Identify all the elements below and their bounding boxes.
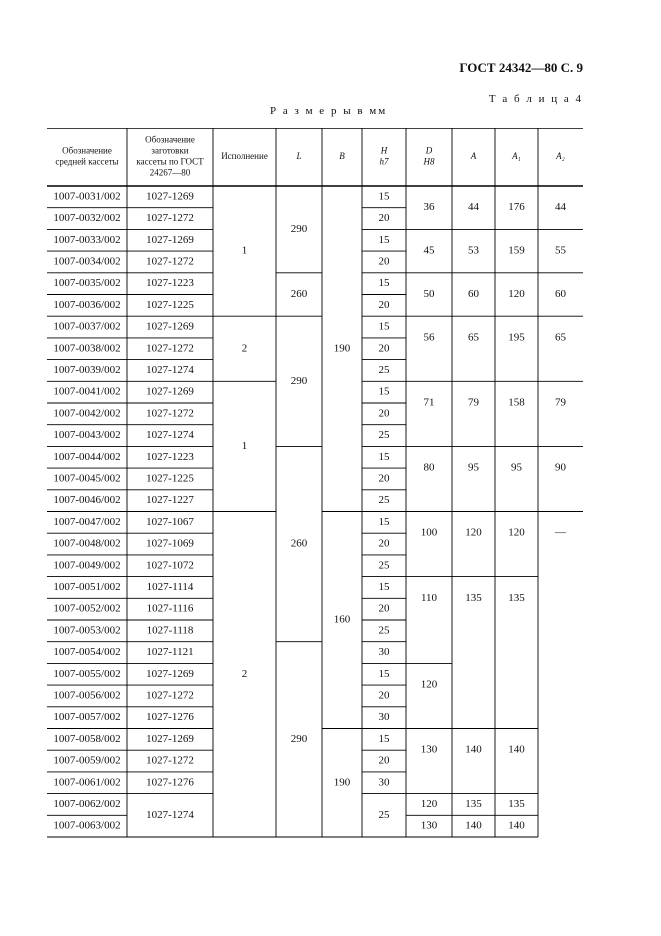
blank-code: 1027-1272: [146, 407, 194, 420]
D-value: 50: [423, 288, 435, 301]
cassette-code: 1007-0033/002: [53, 233, 121, 246]
cassette-code: 1007-0043/002: [53, 429, 121, 442]
D-value: 45: [423, 244, 435, 257]
A1-value: 140: [508, 743, 525, 756]
column-header: Обозначение: [145, 134, 195, 145]
H-value: 20: [378, 754, 390, 767]
blank-code: 1027-1276: [146, 711, 194, 724]
execution-value: 2: [241, 342, 248, 355]
column-header: средней кассеты: [55, 156, 119, 167]
A1-value: 135: [508, 591, 525, 604]
blank-code: 1027-1069: [146, 537, 194, 550]
A2-value: 90: [555, 461, 566, 474]
column-header: L: [296, 151, 302, 162]
L-value: 290: [290, 732, 308, 745]
cassette-code: 1007-0059/002: [53, 754, 121, 767]
blank-code: 1027-1269: [146, 667, 194, 680]
D-value: 120: [420, 797, 438, 810]
A1-value: 158: [508, 396, 525, 409]
D-value: 110: [420, 591, 438, 604]
D-value: 120: [420, 678, 438, 691]
A2-value: 79: [555, 396, 566, 409]
blank-code: 1027-1272: [146, 689, 194, 702]
B-value: 190: [333, 776, 351, 789]
cassette-code: 1007-0039/002: [53, 363, 121, 376]
D-value: 80: [423, 461, 435, 474]
H-value: 20: [378, 212, 390, 225]
column-header: Исполнение: [221, 151, 268, 162]
D-value: 100: [420, 526, 438, 539]
cassette-code: 1007-0055/002: [53, 667, 121, 680]
cassette-code: 1007-0044/002: [53, 450, 121, 463]
H-value: 25: [378, 808, 390, 821]
cassette-code: 1007-0058/002: [53, 732, 121, 745]
A-value: 140: [465, 743, 482, 756]
D-value: 130: [420, 819, 438, 832]
column-header: H: [380, 145, 388, 156]
L-value: 260: [290, 537, 308, 550]
execution-value: 2: [241, 667, 248, 680]
cassette-code: 1007-0061/002: [53, 776, 121, 789]
L-value: 290: [290, 374, 308, 387]
blank-code: 1027-1274: [146, 429, 194, 442]
cassette-code: 1007-0051/002: [53, 580, 121, 593]
D-value: 36: [423, 201, 435, 214]
B-value: 160: [333, 613, 351, 626]
cassette-code: 1007-0063/002: [53, 819, 121, 832]
blank-code: 1027-1225: [146, 298, 194, 311]
H-value: 20: [378, 407, 390, 420]
H-value: 15: [378, 233, 390, 246]
H-value: 30: [378, 646, 390, 659]
cassette-code: 1007-0056/002: [53, 689, 121, 702]
blank-code: 1027-1072: [146, 559, 194, 572]
column-header: B: [339, 151, 345, 162]
blank-code: 1027-1269: [146, 732, 194, 745]
A-value: 79: [468, 396, 479, 409]
column-header: A: [470, 151, 477, 162]
H-value: 25: [378, 559, 390, 572]
A2-value: 60: [555, 288, 566, 301]
cassette-code: 1007-0048/002: [53, 537, 121, 550]
A-value: 140: [465, 819, 482, 832]
blank-code: 1027-1227: [146, 494, 194, 507]
A1-value: 140: [508, 819, 525, 832]
cassette-code: 1007-0053/002: [53, 624, 121, 637]
H-value: 20: [378, 342, 390, 355]
cassette-code: 1007-0047/002: [53, 515, 121, 528]
cassette-code: 1007-0041/002: [53, 385, 121, 398]
A1-value: 120: [508, 526, 525, 539]
cassette-code: 1007-0054/002: [53, 646, 121, 659]
column-header: A₁: [512, 151, 521, 162]
blank-code: 1027-1272: [146, 342, 194, 355]
A2-value: —: [555, 526, 566, 539]
H-value: 15: [378, 385, 390, 398]
H-value: 20: [378, 537, 390, 550]
H-value: 25: [378, 429, 390, 442]
H-value: 20: [378, 255, 390, 268]
cassette-code: 1007-0062/002: [53, 797, 121, 810]
H-value: 15: [378, 450, 390, 463]
blank-code: 1027-1116: [146, 602, 194, 615]
A-value: 120: [465, 526, 482, 539]
D-value: 71: [423, 396, 435, 409]
blank-code: 1027-1223: [146, 277, 194, 290]
H-value: 15: [378, 190, 390, 203]
cassette-code: 1007-0032/002: [53, 212, 121, 225]
A-value: 44: [468, 201, 479, 214]
blank-code: 1027-1274: [146, 363, 194, 376]
L-value: 290: [290, 222, 308, 235]
document-code: ГОСТ 24342—80 С. 9: [459, 60, 583, 75]
A1-value: 159: [508, 244, 525, 257]
H-value: 25: [378, 624, 390, 637]
blank-code: 1027-1269: [146, 320, 194, 333]
blank-code: 1027-1272: [146, 754, 194, 767]
B-value: 190: [333, 342, 351, 355]
column-header: h7: [379, 156, 389, 167]
H-value: 20: [378, 689, 390, 702]
blank-code: 1027-1223: [146, 450, 194, 463]
H-value: 30: [378, 776, 390, 789]
H-value: 15: [378, 320, 390, 333]
L-value: 260: [290, 288, 308, 301]
H-value: 30: [378, 711, 390, 724]
column-header: A₂: [556, 151, 565, 162]
H-value: 20: [378, 602, 390, 615]
column-header: H8: [423, 156, 435, 167]
blank-code: 1027-1274: [146, 808, 194, 821]
table-number: Т а б л и ц а 4: [488, 93, 583, 105]
blank-code: 1027-1067: [146, 515, 194, 528]
blank-code: 1027-1114: [146, 580, 194, 593]
units-caption: Р а з м е р ы в мм: [270, 105, 388, 117]
A2-value: 55: [555, 244, 566, 257]
H-value: 15: [378, 515, 390, 528]
cassette-code: 1007-0038/002: [53, 342, 121, 355]
H-value: 15: [378, 667, 390, 680]
blank-code: 1027-1118: [146, 624, 194, 637]
A-value: 135: [465, 591, 482, 604]
cassette-code: 1007-0057/002: [53, 711, 121, 724]
D-value: 130: [420, 743, 438, 756]
execution-value: 1: [241, 244, 248, 257]
A1-value: 195: [508, 331, 525, 344]
cassette-code: 1007-0035/002: [53, 277, 121, 290]
A2-value: 44: [555, 201, 566, 214]
column-header: кассеты по ГОСТ: [136, 156, 204, 167]
D-value: 56: [423, 331, 435, 344]
A-value: 95: [468, 461, 479, 474]
dimensions-table: [47, 128, 583, 839]
column-header: заготовки: [151, 145, 189, 156]
cassette-code: 1007-0037/002: [53, 320, 121, 333]
cassette-code: 1007-0036/002: [53, 298, 121, 311]
column-header: D: [425, 145, 433, 156]
A1-value: 135: [508, 797, 525, 810]
blank-code: 1027-1269: [146, 190, 194, 203]
A1-value: 120: [508, 288, 525, 301]
cassette-code: 1007-0045/002: [53, 472, 121, 485]
A-value: 53: [468, 244, 479, 257]
H-value: 20: [378, 472, 390, 485]
blank-code: 1027-1225: [146, 472, 194, 485]
blank-code: 1027-1276: [146, 776, 194, 789]
H-value: 25: [378, 363, 390, 376]
blank-code: 1027-1121: [146, 646, 194, 659]
A2-value: 65: [555, 331, 566, 344]
blank-code: 1027-1272: [146, 212, 194, 225]
H-value: 25: [378, 494, 390, 507]
blank-code: 1027-1269: [146, 385, 194, 398]
blank-code: 1027-1269: [146, 233, 194, 246]
H-value: 15: [378, 277, 390, 290]
cassette-code: 1007-0049/002: [53, 559, 121, 572]
column-header: 24267—80: [149, 167, 191, 178]
A-value: 65: [468, 331, 479, 344]
A1-value: 176: [508, 201, 525, 214]
blank-code: 1027-1272: [146, 255, 194, 268]
A-value: 135: [465, 797, 482, 810]
H-value: 20: [378, 298, 390, 311]
H-value: 15: [378, 732, 390, 745]
cassette-code: 1007-0052/002: [53, 602, 121, 615]
column-header: Обозначение: [62, 145, 112, 156]
cassette-code: 1007-0031/002: [53, 190, 121, 203]
cassette-code: 1007-0046/002: [53, 494, 121, 507]
cassette-code: 1007-0034/002: [53, 255, 121, 268]
execution-value: 1: [241, 439, 248, 452]
A1-value: 95: [511, 461, 522, 474]
cassette-code: 1007-0042/002: [53, 407, 121, 420]
H-value: 15: [378, 580, 390, 593]
A-value: 60: [468, 288, 479, 301]
